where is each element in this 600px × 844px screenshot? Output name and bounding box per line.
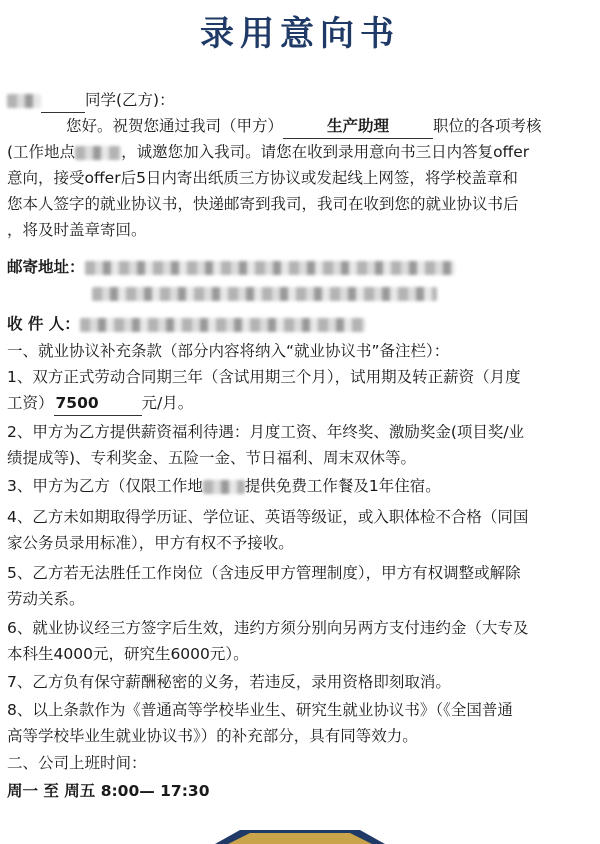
mail-address-line (7, 256, 455, 279)
clause-1-line-a: 1、双方正式劳动合同期三年（含试用期三个月），试用期及转正薪资（月度 (7, 368, 521, 386)
intro-line-4: 您本人签字的就业协议书，快递邮寄到我司，我司在收到您的就业协议书后 (7, 195, 519, 213)
recipient-label: 收 件 人： (7, 315, 80, 333)
redacted-name (7, 94, 41, 108)
document-title: 录用意向书 (200, 14, 400, 54)
clause-2-line-b: 绩提成等)、专利奖金、五险一金、节日福利、周末双休等。 (7, 449, 417, 467)
redacted-address (85, 261, 455, 275)
clause-1-line-b: 工资） 7500 元/月。 (7, 392, 193, 416)
position-fill: 生产助理 (283, 115, 433, 139)
clause-6-line-b: 本科生4000元，研究生6000元）。 (7, 645, 249, 663)
section1-heading: 一、就业协议补充条款（部分内容将纳入“就业协议书”备注栏）： (7, 342, 450, 360)
intro-line-1: 您好。祝贺您通过我司（甲方） 生产助理 职位的各项考核 (66, 115, 542, 139)
redacted-location (75, 146, 121, 160)
clause-5-line-a: 5、乙方若无法胜任工作岗位（含违反甲方管理制度），甲方有权调整或解除 (7, 564, 521, 582)
clause-8-line-a: 8、以上条款作为《普通高等学校毕业生、研究生就业协议书》（《全国普通 (7, 701, 513, 719)
intro-line-3: 意向，接受offer后5日内寄出纸质三方协议或发起线上网签，将学校盖章和 (7, 169, 518, 187)
clause-6-line-a: 6、就业协议经三方签字后生效，违约方须分别向另两方支付违约金（大专及 (7, 619, 529, 637)
intro-line-5: ，将及时盖章寄回。 (7, 221, 147, 239)
clause-4-line-b: 家公务员录用标准），甲方有权不予接收。 (7, 534, 294, 552)
clause-5-line-b: 劳动关系。 (7, 590, 85, 608)
clause-8-line-b: 高等学校毕业生就业协议书》）的补充部分，具有同等效力。 (7, 727, 418, 745)
clause-3-line: 3、甲方为乙方（仅限工作地 提供免费工作餐及1年住宿。 (7, 477, 441, 495)
clause-2-line-a: 2、甲方为乙方提供薪资福利待遇：月度工资、年终奖、激励奖金(项目奖/业 (7, 423, 525, 441)
address-label: 邮寄地址： (7, 258, 85, 276)
bottom-decoration (0, 830, 600, 844)
recipient-line (7, 313, 365, 336)
intro-line-2: (工作地点 ，诚邀您加入我司。请您在收到录用意向书三日内答复offer (7, 143, 530, 161)
name-fill-line (41, 89, 85, 113)
clause-4-line-a: 4、乙方未如期取得学历证、学位证、英语等级证，或入职体检不合格（同国 (7, 508, 529, 526)
section2-heading: 二、公司上班时间： (7, 754, 147, 772)
salary-fill: 7500 (54, 392, 142, 416)
mail-address-line-2 (92, 282, 437, 305)
greeting-line (7, 89, 175, 113)
greeting-suffix: 同学(乙方)： (85, 91, 175, 109)
redacted-recipient (80, 318, 365, 332)
redacted-address-2 (92, 287, 437, 301)
clause-7-line: 7、乙方负有保守薪酬秘密的义务，若违反，录用资格即刻取消。 (7, 673, 451, 691)
redacted-worksite (203, 480, 245, 494)
working-hours: 周一 至 周五 8:00— 17:30 (7, 782, 210, 800)
